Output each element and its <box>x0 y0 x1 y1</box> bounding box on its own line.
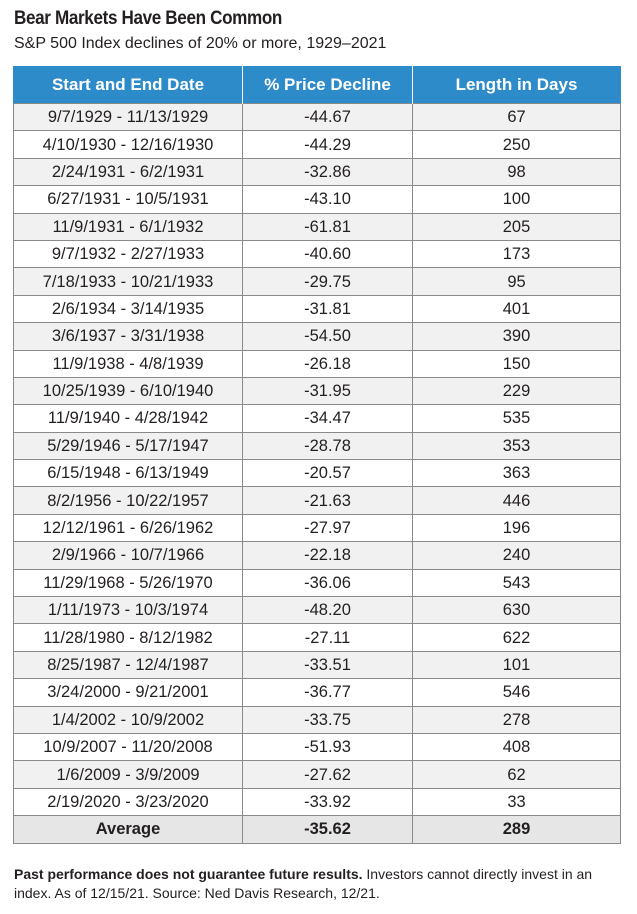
column-header-decline: % Price Decline <box>243 66 413 104</box>
cell-length-days: 98 <box>413 158 621 185</box>
cell-length-days: 100 <box>413 186 621 213</box>
table-row <box>14 131 621 158</box>
cell-price-decline: -40.60 <box>243 240 413 267</box>
cell-length-days: 353 <box>413 432 621 459</box>
table-row <box>14 569 621 596</box>
table-row <box>14 268 621 295</box>
table-row <box>14 597 621 624</box>
cell-date-range: 7/18/1933 - 10/21/1933 <box>14 268 243 295</box>
cell-price-decline: -51.93 <box>243 733 413 760</box>
cell-price-decline: -28.78 <box>243 432 413 459</box>
cell-price-decline: -26.18 <box>243 350 413 377</box>
cell-length-days: 401 <box>413 295 621 322</box>
cell-date-range: 11/9/1938 - 4/8/1939 <box>14 350 243 377</box>
cell-price-decline: -20.57 <box>243 460 413 487</box>
table-header-row <box>14 66 621 104</box>
cell-length-days: 229 <box>413 377 621 404</box>
table-row <box>14 432 621 459</box>
cell-price-decline: -33.92 <box>243 788 413 815</box>
table-row <box>14 104 621 131</box>
table-row <box>14 679 621 706</box>
cell-date-range: 6/27/1931 - 10/5/1931 <box>14 186 243 213</box>
table-row <box>14 761 621 788</box>
cell-price-decline: -34.47 <box>243 405 413 432</box>
cell-length-days: 250 <box>413 131 621 158</box>
cell-price-decline: -21.63 <box>243 487 413 514</box>
table-row <box>14 542 621 569</box>
table-row <box>14 240 621 267</box>
cell-price-decline: -36.06 <box>243 569 413 596</box>
cell-date-range: 4/10/1930 - 12/16/1930 <box>14 131 243 158</box>
footnote-disclaimer: Past performance does not guarantee future results. <box>14 866 363 882</box>
table-row <box>14 213 621 240</box>
cell-length-days: 446 <box>413 487 621 514</box>
cell-date-range: 2/6/1934 - 3/14/1935 <box>14 295 243 322</box>
chart-subtitle: S&P 500 Index declines of 20% or more, 1929–2021 <box>14 35 387 52</box>
cell-date-range: 11/9/1940 - 4/28/1942 <box>14 405 243 432</box>
cell-length-days: 173 <box>413 240 621 267</box>
table-row <box>14 460 621 487</box>
cell-price-decline: -27.11 <box>243 624 413 651</box>
table-row <box>14 405 621 432</box>
cell-price-decline: -48.20 <box>243 597 413 624</box>
cell-price-decline: -61.81 <box>243 213 413 240</box>
cell-length-days: 546 <box>413 679 621 706</box>
average-row <box>14 816 621 843</box>
column-header-length: Length in Days <box>413 66 621 104</box>
table-row <box>14 624 621 651</box>
cell-date-range: 1/11/1973 - 10/3/1974 <box>14 597 243 624</box>
cell-price-decline: -33.75 <box>243 706 413 733</box>
table-row <box>14 186 621 213</box>
table-row <box>14 377 621 404</box>
cell-price-decline: -32.86 <box>243 158 413 185</box>
cell-date-range: 9/7/1929 - 11/13/1929 <box>14 104 243 131</box>
cell-length-days: 196 <box>413 514 621 541</box>
cell-length-days: 363 <box>413 460 621 487</box>
cell-date-range: 11/29/1968 - 5/26/1970 <box>14 569 243 596</box>
table-row <box>14 651 621 678</box>
average-price-decline: -35.62 <box>243 816 413 843</box>
cell-date-range: 6/15/1948 - 6/13/1949 <box>14 460 243 487</box>
table-body <box>14 104 621 844</box>
cell-length-days: 62 <box>413 761 621 788</box>
cell-price-decline: -44.29 <box>243 131 413 158</box>
cell-price-decline: -54.50 <box>243 323 413 350</box>
cell-price-decline: -29.75 <box>243 268 413 295</box>
average-label: Average <box>14 816 243 843</box>
cell-date-range: 9/7/1932 - 2/27/1933 <box>14 240 243 267</box>
footnote <box>14 865 626 903</box>
cell-date-range: 5/29/1946 - 5/17/1947 <box>14 432 243 459</box>
table-row <box>14 733 621 760</box>
cell-length-days: 33 <box>413 788 621 815</box>
table-row <box>14 158 621 185</box>
cell-date-range: 3/6/1937 - 3/31/1938 <box>14 323 243 350</box>
cell-date-range: 1/6/2009 - 3/9/2009 <box>14 761 243 788</box>
cell-date-range: 2/19/2020 - 3/23/2020 <box>14 788 243 815</box>
cell-length-days: 101 <box>413 651 621 678</box>
table-row <box>14 514 621 541</box>
cell-length-days: 535 <box>413 405 621 432</box>
chart-title: Bear Markets Have Been Common <box>14 8 283 29</box>
cell-price-decline: -31.95 <box>243 377 413 404</box>
cell-length-days: 150 <box>413 350 621 377</box>
table-row <box>14 350 621 377</box>
cell-price-decline: -33.51 <box>243 651 413 678</box>
table-row <box>14 323 621 350</box>
table-row <box>14 706 621 733</box>
cell-length-days: 240 <box>413 542 621 569</box>
column-header-dates: Start and End Date <box>14 66 243 104</box>
cell-price-decline: -44.67 <box>243 104 413 131</box>
cell-length-days: 95 <box>413 268 621 295</box>
bear-markets-table <box>13 66 621 844</box>
cell-price-decline: -27.62 <box>243 761 413 788</box>
cell-date-range: 1/4/2002 - 10/9/2002 <box>14 706 243 733</box>
cell-length-days: 543 <box>413 569 621 596</box>
footnote-source: Investors cannot directly invest in an index. As of 12/15/21. Source: Ned Davis Research, 12/21. <box>14 866 593 901</box>
cell-date-range: 10/25/1939 - 6/10/1940 <box>14 377 243 404</box>
cell-price-decline: -27.97 <box>243 514 413 541</box>
cell-date-range: 3/24/2000 - 9/21/2001 <box>14 679 243 706</box>
cell-length-days: 390 <box>413 323 621 350</box>
cell-length-days: 622 <box>413 624 621 651</box>
cell-date-range: 8/25/1987 - 12/4/1987 <box>14 651 243 678</box>
cell-date-range: 11/28/1980 - 8/12/1982 <box>14 624 243 651</box>
cell-length-days: 205 <box>413 213 621 240</box>
cell-price-decline: -43.10 <box>243 186 413 213</box>
cell-length-days: 67 <box>413 104 621 131</box>
table-row <box>14 788 621 815</box>
cell-date-range: 2/24/1931 - 6/2/1931 <box>14 158 243 185</box>
table-row <box>14 295 621 322</box>
cell-length-days: 630 <box>413 597 621 624</box>
cell-date-range: 8/2/1956 - 10/22/1957 <box>14 487 243 514</box>
cell-length-days: 408 <box>413 733 621 760</box>
cell-price-decline: -22.18 <box>243 542 413 569</box>
cell-date-range: 10/9/2007 - 11/20/2008 <box>14 733 243 760</box>
cell-date-range: 12/12/1961 - 6/26/1962 <box>14 514 243 541</box>
cell-date-range: 2/9/1966 - 10/7/1966 <box>14 542 243 569</box>
cell-length-days: 278 <box>413 706 621 733</box>
cell-price-decline: -31.81 <box>243 295 413 322</box>
average-length-days: 289 <box>413 816 621 843</box>
cell-price-decline: -36.77 <box>243 679 413 706</box>
table-row <box>14 487 621 514</box>
cell-date-range: 11/9/1931 - 6/1/1932 <box>14 213 243 240</box>
